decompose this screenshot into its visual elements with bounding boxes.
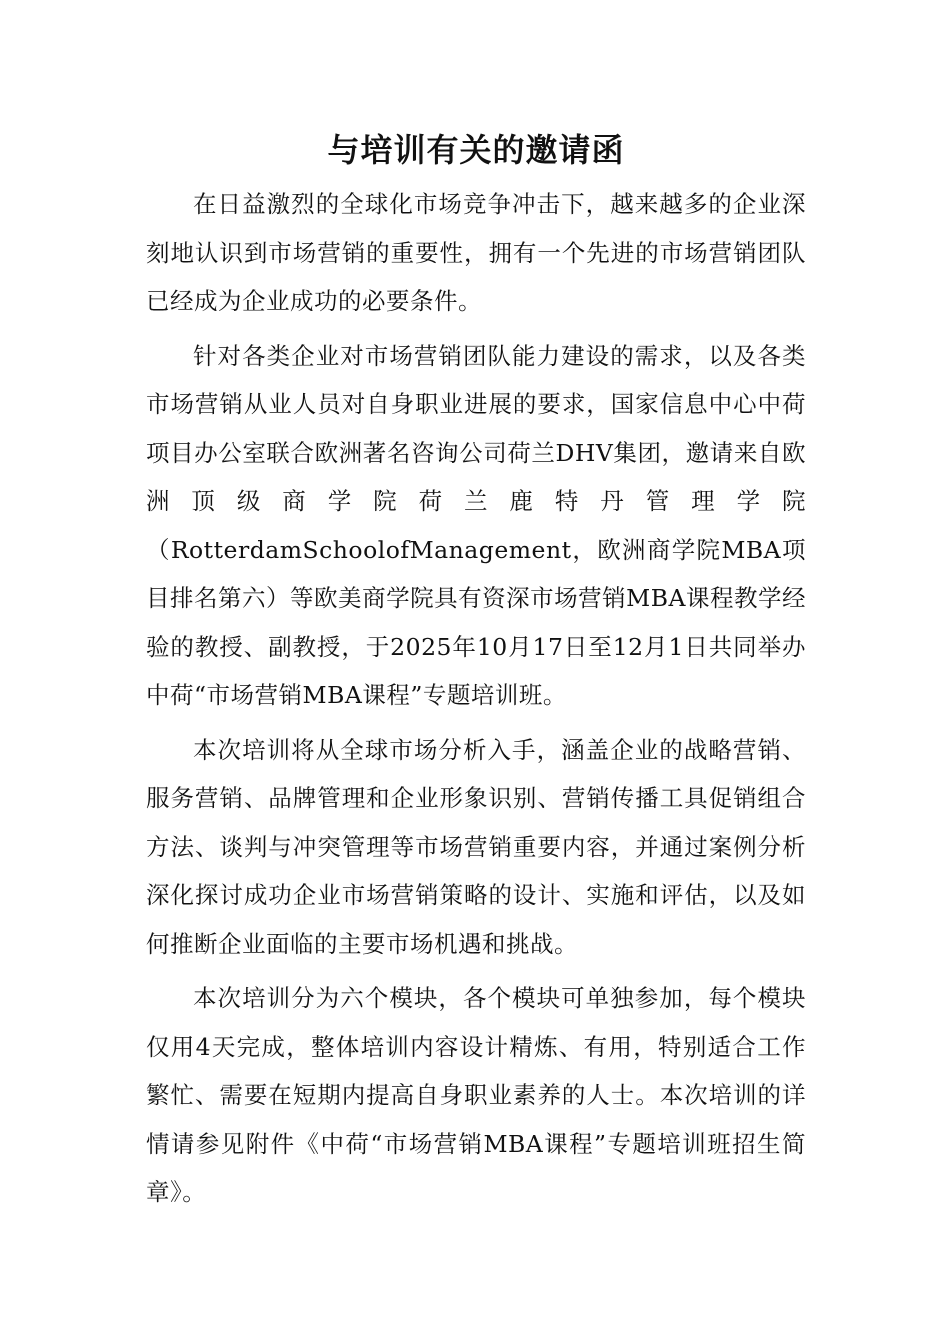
paragraph-content: 本次培训将从全球市场分析入手，涵盖企业的战略营销、服务营销、品牌管理和企业形象识别、营销传播工具促销组合方法、谈判与冲突管理等市场营销重要内容，并通过案例分析深化探讨成功企业市场营销策略的设计、实施和评估，以及如何推断企业面临的主要市场机遇和挑战。 [146, 735, 806, 958]
paragraph-modules: 本次培训分为六个模块，各个模块可单独参加，每个模块仅用4天完成，整体培训内容设计精炼、有用，特别适合工作繁忙、需要在短期内提高自身职业素养的人士。本次培训的详情请参见附件《中荷“市场营销MBA课程”专题培训班招生简章》。 [146, 984, 806, 1206]
document-page [146, 122, 806, 1223]
document-title: 与培训有关的邀请函 [327, 131, 625, 169]
paragraph-program: 针对各类企业对市场营销团队能力建设的需求，以及各类市场营销从业人员对自身职业进展的要求，国家信息中心中荷项目办公室联合欧洲著名咨询公司荷兰DHV集团，邀请来自欧洲顶级商学院荷兰鹿特丹管理学院（RotterdamSchoolofManagement，欧洲商学院MBA项目排名第六）等欧美商学院具有资深市场营销MBA课程教学经验的教授、副教授，于2025年10月17日至12月1日共同举办中荷“市场营销MBA课程”专题培训班。 [146, 341, 806, 709]
paragraph-intro: 在日益激烈的全球化市场竞争冲击下，越来越多的企业深刻地认识到市场营销的重要性，拥有一个先进的市场营销团队已经成为企业成功的必要条件。 [146, 190, 806, 315]
